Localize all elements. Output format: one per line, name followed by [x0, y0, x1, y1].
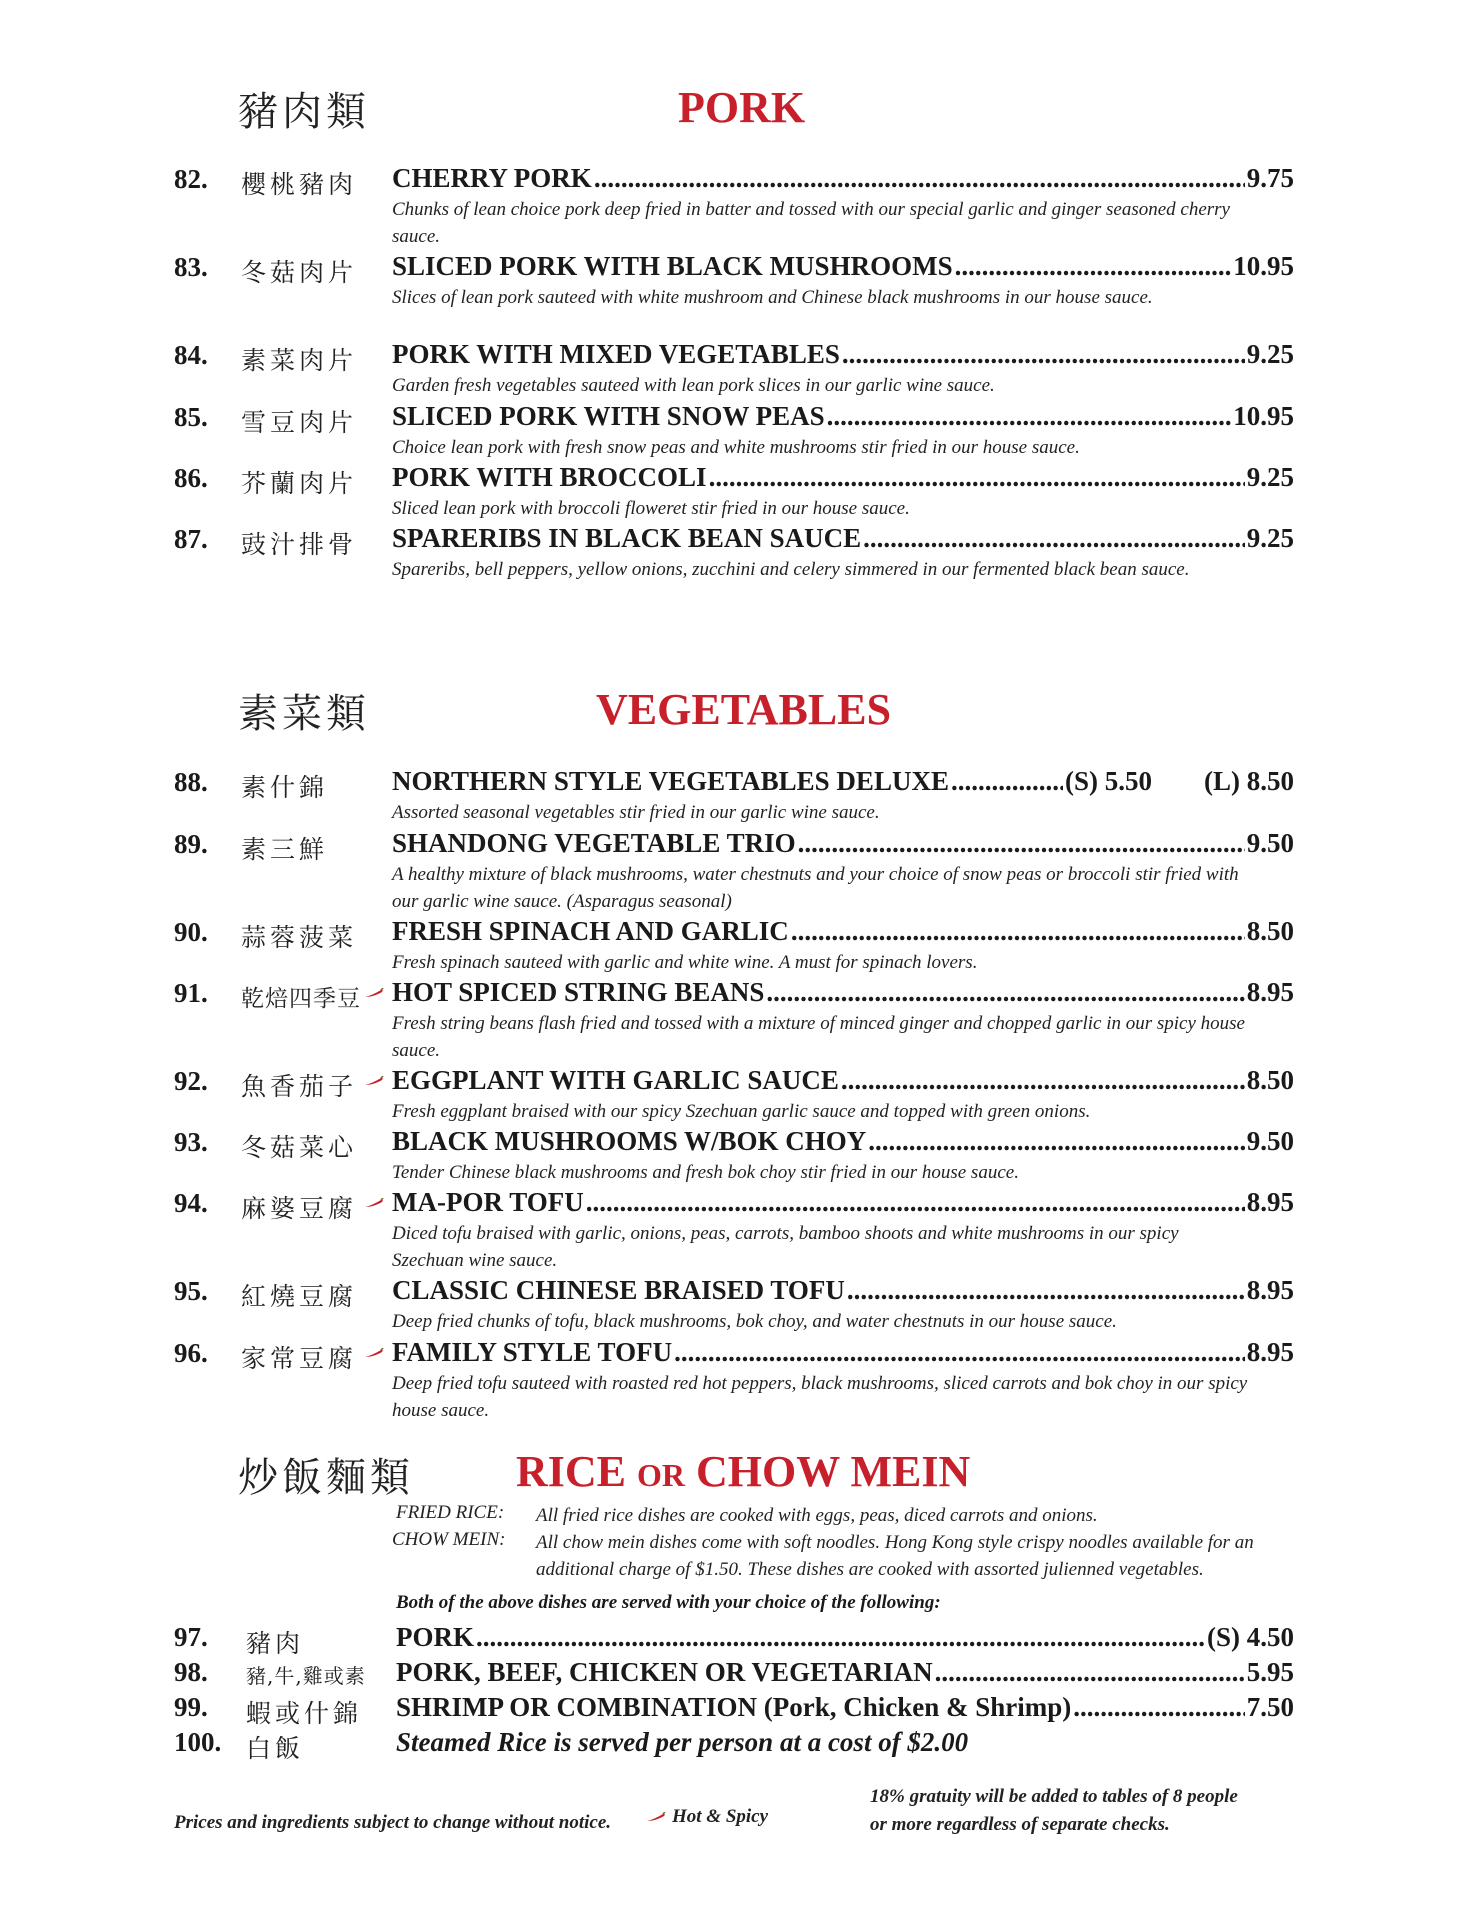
- item-price: 8.95: [1246, 1275, 1294, 1305]
- item-name: SLICED PORK WITH BLACK MUSHROOMS: [392, 251, 953, 281]
- item-name-zh: 乾焙四季豆: [241, 986, 361, 1012]
- item-description: Garden fresh vegetables sauteed with lean pork slices in our garlic wine sauce.: [392, 375, 995, 396]
- item-name-zh: 素什錦: [241, 773, 329, 802]
- item-name: EGGPLANT WITH GARLIC SAUCE: [392, 1065, 839, 1095]
- item-number: 90.: [174, 917, 208, 947]
- chow-mein-note: All chow mein dishes come with soft noodles. Hong Kong style crispy noodles available for an additional charge of $1.50. These dishes are cooked with assorted julienned vegetables.: [536, 1532, 1254, 1580]
- item-number: 92.: [174, 1066, 208, 1096]
- item-number: 83.: [174, 252, 208, 282]
- item-price: 8.95: [1246, 1337, 1294, 1367]
- item-description: Choice lean pork with fresh snow peas and white mushrooms stir fried in our house sauce.: [392, 437, 1080, 458]
- item-name: SHANDONG VEGETABLE TRIO: [392, 828, 796, 858]
- dot-leader: [841, 1065, 1245, 1096]
- item-name: PORK WITH MIXED VEGETABLES: [392, 339, 840, 369]
- dot-leader: [863, 523, 1245, 554]
- item-price: 9.75: [1246, 163, 1294, 193]
- hot-spicy-legend: Hot & Spicy: [672, 1806, 769, 1827]
- item-number: 85.: [174, 402, 208, 432]
- item-price: 8.95: [1246, 977, 1294, 1007]
- vegetables-title: VEGETABLES: [596, 685, 892, 734]
- fried-rice-note: All fried rice dishes are cooked with eggs, peas, diced carrots and onions.: [536, 1505, 1098, 1526]
- item-price: 9.25: [1246, 523, 1294, 553]
- pork-title: PORK: [678, 83, 806, 132]
- chili-pepper-icon: [364, 1198, 384, 1208]
- item-number: 93.: [174, 1127, 208, 1157]
- chili-pepper-icon: [364, 1348, 384, 1358]
- item-price: 9.50: [1246, 828, 1294, 858]
- choice-note: Both of the above dishes are served with your choice of the following:: [396, 1592, 941, 1613]
- dot-leader: [674, 1337, 1245, 1368]
- item-name: HOT SPICED STRING BEANS: [392, 977, 765, 1007]
- item-number: 88.: [174, 767, 208, 797]
- item-description: Diced tofu braised with garlic, onions, peas, carrots, bamboo shoots and white mushrooms in our spicy Szechuan wine sauce.: [392, 1223, 1179, 1271]
- item-description: Deep fried tofu sauteed with roasted red hot peppers, black mushrooms, sliced carrots and bok choy in our spicy house sauce.: [392, 1373, 1248, 1421]
- price-notice: Prices and ingredients subject to change without notice.: [174, 1812, 612, 1833]
- chili-pepper-icon: [364, 1076, 384, 1086]
- dot-leader: [594, 163, 1245, 194]
- item-name-zh: 魚香茄子: [241, 1072, 358, 1101]
- item-name: NORTHERN STYLE VEGETABLES DELUXE: [392, 766, 949, 796]
- item-description: Sliced lean pork with broccoli floweret stir fried in our house sauce.: [392, 498, 910, 519]
- item-name: Steamed Rice is served per person at a cost of $2.00: [396, 1727, 969, 1757]
- item-number: 91.: [174, 978, 208, 1008]
- item-name-zh: 白飯: [246, 1734, 305, 1763]
- item-name-zh: 素菜肉片: [241, 346, 358, 375]
- item-name-zh: 芥蘭肉片: [241, 469, 358, 498]
- item-name-zh: 紅燒豆腐: [241, 1282, 358, 1311]
- gratuity-note-line1: 18% gratuity will be added to tables of 8 people: [870, 1786, 1238, 1807]
- item-description: Assorted seasonal vegetables stir fried in our garlic wine sauce.: [392, 802, 880, 823]
- item-number: 87.: [174, 524, 208, 554]
- item-price: 9.25: [1246, 339, 1294, 369]
- item-number: 89.: [174, 829, 208, 859]
- item-name: CHERRY PORK: [392, 163, 592, 193]
- item-name: SPARERIBS IN BLACK BEAN SAUCE: [392, 523, 862, 553]
- item-name: CLASSIC CHINESE BRAISED TOFU: [392, 1275, 845, 1305]
- item-name: SHRIMP OR COMBINATION (Pork, Chicken & Shrimp): [396, 1692, 1072, 1722]
- dot-leader: [766, 977, 1244, 1008]
- item-number: 100.: [174, 1727, 222, 1757]
- pork-title-zh: 豬肉類: [238, 89, 370, 135]
- item-description: Chunks of lean choice pork deep fried in batter and tossed with our special garlic and ginger seasoned cherry sauce.: [392, 199, 1230, 247]
- item-price-small: (S) 5.50: [1065, 766, 1152, 796]
- item-number: 82.: [174, 164, 208, 194]
- item-price: 8.50: [1246, 1065, 1294, 1095]
- item-name: BLACK MUSHROOMS W/BOK CHOY: [392, 1126, 867, 1156]
- item-name-zh: 蒜蓉菠菜: [241, 923, 358, 952]
- item-name: PORK: [396, 1622, 474, 1652]
- item-name: SLICED PORK WITH SNOW PEAS: [392, 401, 825, 431]
- item-name-zh: 豬肉: [246, 1629, 305, 1658]
- dot-leader: [868, 1126, 1244, 1157]
- vegetables-title-zh: 素菜類: [238, 691, 370, 737]
- rice-title-part: CHOW MEIN: [685, 1447, 971, 1496]
- dot-leader: [955, 251, 1232, 282]
- rice-title-part: RICE: [516, 1447, 638, 1496]
- item-name-zh: 麻婆豆腐: [241, 1194, 358, 1223]
- item-number: 94.: [174, 1188, 208, 1218]
- item-price: 8.50: [1246, 916, 1294, 946]
- dot-leader: [476, 1622, 1205, 1653]
- item-name-zh: 素三鮮: [241, 835, 329, 864]
- item-price: 10.95: [1233, 251, 1294, 281]
- dot-leader: [842, 339, 1245, 370]
- item-description: Slices of lean pork sauteed with white mushroom and Chinese black mushrooms in our house sauce.: [392, 287, 1153, 308]
- item-price: 5.95: [1246, 1657, 1294, 1687]
- item-description: Fresh spinach sauteed with garlic and white wine. A must for spinach lovers.: [392, 952, 978, 973]
- dot-leader: [586, 1187, 1245, 1218]
- item-description: Fresh string beans flash fried and tossed with a mixture of minced ginger and chopped garlic in our spicy house sauce.: [392, 1013, 1245, 1061]
- item-price: 8.95: [1246, 1187, 1294, 1217]
- item-name-zh: 豬,牛,雞或素: [246, 1664, 366, 1688]
- item-name-zh: 雪豆肉片: [241, 408, 358, 437]
- item-price: 9.50: [1246, 1126, 1294, 1156]
- item-name: PORK, BEEF, CHICKEN OR VEGETARIAN: [396, 1657, 933, 1687]
- item-name-zh: 蝦或什錦: [246, 1699, 363, 1728]
- item-number: 99.: [174, 1692, 208, 1722]
- dot-leader: [847, 1275, 1245, 1306]
- item-description: Fresh eggplant braised with our spicy Szechuan garlic sauce and topped with green onions.: [392, 1101, 1091, 1122]
- item-price: (S) 4.50: [1207, 1622, 1294, 1652]
- item-name: FAMILY STYLE TOFU: [392, 1337, 673, 1367]
- gratuity-note-line2: or more regardless of separate checks.: [870, 1814, 1170, 1835]
- item-name: MA-POR TOFU: [392, 1187, 584, 1217]
- dot-leader: [1073, 1692, 1244, 1723]
- item-name: PORK WITH BROCCOLI: [392, 462, 707, 492]
- dot-leader: [935, 1657, 1245, 1688]
- dot-leader: [709, 462, 1245, 493]
- dot-leader: [827, 401, 1232, 432]
- item-name-zh: 豉汁排骨: [241, 530, 358, 559]
- chili-pepper-icon: [364, 988, 384, 998]
- fried-rice-label: FRIED RICE:: [396, 1502, 505, 1523]
- item-description: Spareribs, bell peppers, yellow onions, zucchini and celery simmered in our fermented black bean sauce.: [392, 559, 1190, 580]
- item-number: 86.: [174, 463, 208, 493]
- item-price: 9.25: [1246, 462, 1294, 492]
- item-name: FRESH SPINACH AND GARLIC: [392, 916, 789, 946]
- item-number: 98.: [174, 1657, 208, 1687]
- item-name-zh: 櫻桃豬肉: [241, 170, 358, 199]
- rice-title-or: OR: [637, 1457, 686, 1493]
- item-number: 97.: [174, 1622, 208, 1652]
- item-price: 7.50: [1246, 1692, 1294, 1722]
- item-description: Deep fried chunks of tofu, black mushrooms, bok choy, and water chestnuts in our house sauce.: [392, 1311, 1117, 1332]
- item-name-zh: 冬菇肉片: [241, 258, 358, 287]
- item-price: 10.95: [1233, 401, 1294, 431]
- item-description: A healthy mixture of black mushrooms, water chestnuts and your choice of snow peas or broccoli stir fried with our garlic wine sauce. (Asparagus seasonal): [392, 864, 1239, 912]
- dot-leader: [791, 916, 1245, 947]
- item-price-large: (L) 8.50: [1204, 766, 1294, 796]
- dot-leader: [798, 828, 1245, 859]
- dot-leader: [951, 766, 1063, 797]
- item-number: 95.: [174, 1276, 208, 1306]
- rice-title: [516, 1446, 970, 1497]
- item-description: Tender Chinese black mushrooms and fresh bok choy stir fried in our house sauce.: [392, 1162, 1019, 1183]
- chow-mein-label: CHOW MEIN:: [392, 1529, 506, 1550]
- item-name-zh: 冬菇菜心: [241, 1133, 358, 1162]
- item-number: 84.: [174, 340, 208, 370]
- chili-pepper-icon: [646, 1812, 666, 1822]
- item-number: 96.: [174, 1338, 208, 1368]
- rice-title-zh: 炒飯麵類: [238, 1455, 414, 1501]
- item-name-zh: 家常豆腐: [241, 1344, 358, 1373]
